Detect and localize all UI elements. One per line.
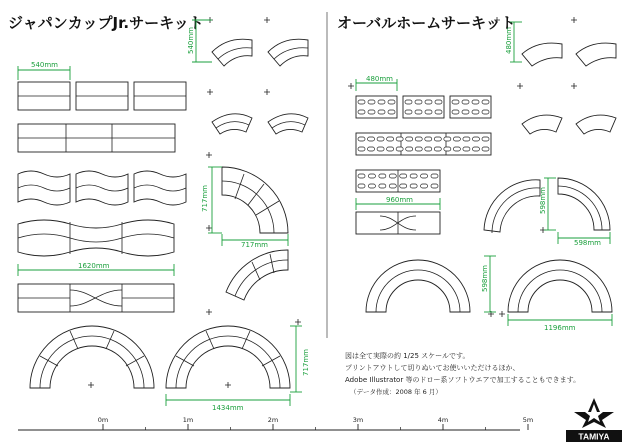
dimension-1620 (18, 262, 174, 276)
scale-label: 2m (267, 416, 279, 424)
track-slot (482, 147, 489, 151)
track-slot (358, 184, 365, 188)
oval-straight-row-2 (356, 133, 491, 155)
oval-straight-row-3 (356, 170, 440, 192)
scale-label: 0m (97, 416, 109, 424)
track-slot (368, 184, 375, 188)
dim-label-1620: 1620mm (78, 262, 110, 270)
track-slot (378, 110, 385, 114)
track-slot (358, 110, 365, 114)
track-slot (421, 174, 428, 178)
right-circuit-title: オーバルホームサーキット (337, 14, 516, 32)
track-slot (444, 147, 451, 151)
note-line-1: 図は全て実際の約 1/25 スケールです。 (345, 352, 470, 360)
dimension-598-vertical-2 (481, 256, 496, 312)
note-line-2: プリントアウトして切りぬいてお使いいただけるほか、 (345, 364, 520, 372)
track-slot (368, 100, 375, 104)
track-slot (379, 174, 386, 178)
oval-curve-medium-right (558, 178, 610, 230)
track-slot (368, 174, 375, 178)
track-slot (482, 137, 489, 141)
track-slot (463, 137, 470, 141)
straight-track-row-2 (18, 124, 175, 152)
track-slot (396, 137, 403, 141)
track-slot (415, 110, 422, 114)
track-slot (400, 174, 407, 178)
track-slot (453, 147, 460, 151)
dimension-1196 (508, 314, 612, 332)
note-line-4: （データ作成：2008 年 6 月） (350, 388, 442, 396)
track-slot (472, 137, 479, 141)
track-slot (425, 110, 432, 114)
track-slot (368, 137, 375, 141)
dim-label-960: 960mm (386, 196, 413, 204)
track-slot (389, 184, 396, 188)
track-slot (368, 110, 375, 114)
dim-label-598v2: 598mm (481, 265, 489, 292)
oval-small-curves (522, 43, 616, 134)
scale-bar (18, 416, 533, 430)
dimension-717-horizontal (222, 234, 288, 249)
track-slot (415, 137, 422, 141)
track-slot (444, 137, 451, 141)
notes-block (345, 351, 580, 396)
track-slot (415, 100, 422, 104)
tamiya-brand-text: TAMIYA (578, 431, 610, 442)
track-slot (415, 147, 422, 151)
track-slot (378, 100, 385, 104)
dim-label-480v: 480mm (505, 27, 513, 54)
track-slot (389, 174, 396, 178)
dimension-598-vertical (539, 178, 556, 230)
track-slot (482, 100, 489, 104)
track-slot (472, 110, 479, 114)
scale-label: 3m (352, 416, 364, 424)
dim-label-598v: 598mm (539, 187, 547, 214)
track-slot (388, 100, 395, 104)
track-slot (379, 184, 386, 188)
dimension-960 (356, 196, 440, 210)
straight-track-row-1 (18, 82, 186, 110)
semicircle-track-left (30, 326, 154, 388)
track-slot (358, 174, 365, 178)
dim-label-1196: 1196mm (544, 324, 576, 332)
curve-piece-lower (226, 250, 288, 300)
track-slot (405, 100, 412, 104)
track-slot (387, 137, 394, 141)
track-slot (434, 147, 441, 151)
wave-track-row-3 (18, 171, 186, 205)
track-slot (431, 174, 438, 178)
track-slot (425, 100, 432, 104)
track-slot (358, 100, 365, 104)
scale-label: 1m (182, 416, 194, 424)
track-slot (453, 137, 460, 141)
scale-label: 5m (522, 416, 534, 424)
track-slot (358, 147, 365, 151)
left-circuit-title: ジャパンカップJr.サーキット (8, 14, 204, 32)
track-slot (425, 137, 432, 141)
track-slot (425, 147, 432, 151)
track-slot (472, 100, 479, 104)
track-slot (452, 110, 459, 114)
track-slot (452, 100, 459, 104)
track-slot (388, 110, 395, 114)
dim-label-598h: 598mm (574, 239, 601, 247)
dim-label-540h: 540mm (31, 61, 58, 69)
dimension-540-horizontal (18, 61, 70, 80)
oval-curve-medium-left (484, 180, 540, 232)
dim-label-717h: 717mm (241, 241, 268, 249)
wave-track-row-4 (18, 220, 174, 256)
track-slot (431, 184, 438, 188)
track-slot (396, 147, 403, 151)
track-slot (463, 147, 470, 151)
semicircle-track-right (166, 326, 290, 388)
track-slot (472, 147, 479, 151)
track-slot (410, 174, 417, 178)
track-slot (387, 147, 394, 151)
track-slot (406, 147, 413, 151)
track-slot (405, 110, 412, 114)
oval-semicircle-right (508, 260, 612, 312)
dim-label-1434: 1434mm (212, 404, 244, 412)
small-curve-pieces-left (212, 39, 308, 134)
track-slot (377, 147, 384, 151)
dim-label-480h: 480mm (366, 75, 393, 83)
track-slot (377, 137, 384, 141)
dim-label-540v: 540mm (187, 27, 195, 54)
track-slot (435, 100, 442, 104)
track-slot (358, 137, 365, 141)
tamiya-logo (566, 396, 622, 442)
note-line-3: Adobe Illustrator 等のドロー系ソフトウエアで加工することもできます。 (345, 376, 581, 384)
lane-change-track (18, 284, 174, 312)
dimension-717-vertical (201, 167, 222, 233)
track-slot (435, 110, 442, 114)
track-slot (406, 137, 413, 141)
dimension-480-horizontal (356, 75, 397, 91)
track-slot (368, 147, 375, 151)
large-quarter-curve (222, 167, 288, 233)
track-slot (400, 184, 407, 188)
track-slot (462, 110, 469, 114)
track-slot (482, 110, 489, 114)
dim-label-717v2: 717mm (302, 349, 310, 376)
scale-label: 4m (437, 416, 449, 424)
track-slot (462, 100, 469, 104)
track-slot (434, 137, 441, 141)
oval-lane-change-track (356, 212, 440, 234)
track-slot (410, 184, 417, 188)
dim-label-717v: 717mm (201, 185, 209, 212)
dimension-1434 (166, 394, 290, 412)
track-slot (421, 184, 428, 188)
dimension-598-horizontal (558, 232, 610, 247)
oval-semicircle-left (366, 260, 470, 312)
oval-straight-row-1 (356, 96, 491, 118)
dimension-717-vertical-2 (290, 326, 310, 392)
